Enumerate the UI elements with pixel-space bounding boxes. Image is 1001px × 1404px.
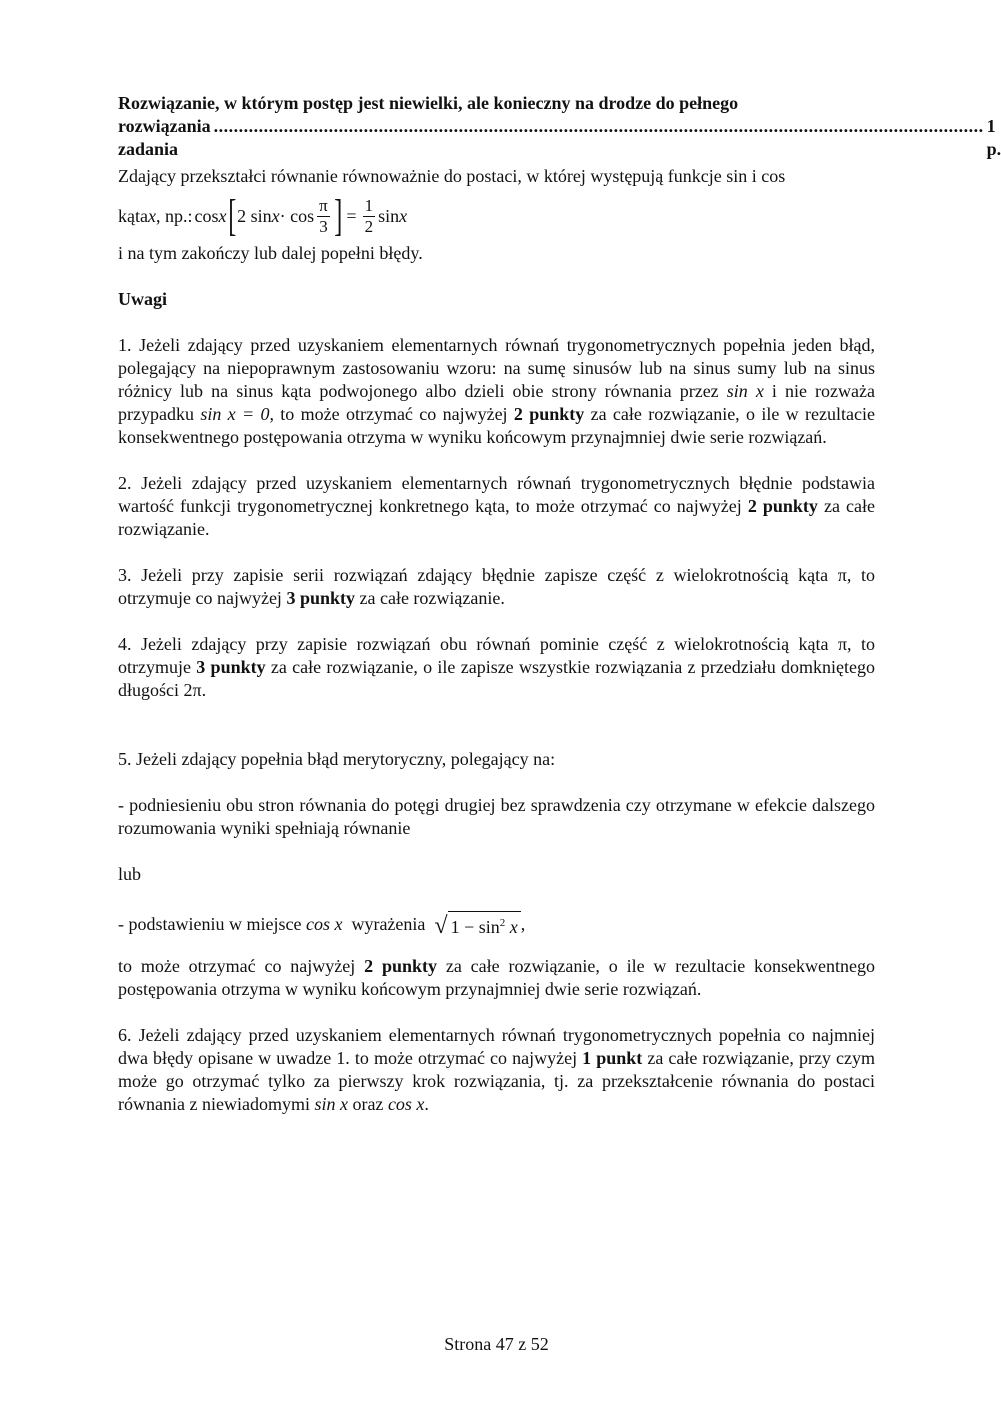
page-number: Strona 47 z 52 [444,1334,549,1354]
description-paragraph: Zdający przekształci równanie równoważnie do postaci, w której występują funkcje sin i cos [118,166,786,186]
heading-line1: Rozwiązanie, w którym postęp jest niewielki, ale konieczny na drodze do pełnego [118,93,739,113]
example-formula-line: kąta x , np.: cos x [ 2 sin x · cos $\frac{\pi}{3}$ ] = $\frac{1}{2}$ sin x [118,191,408,240]
heading-leader-line [118,115,1001,161]
page-footer [0,1334,993,1355]
example-formula: cos x [ 2 sin x · cos $\frac{\pi}{3}$ ] = $\frac{1}{2}$ sin x [194,191,408,240]
fraction-pi-over-3: $\frac{\pi}{3}$ [319,195,328,236]
note-5-or: lub [118,864,142,884]
note-4: 4. Jeżeli zdający przy zapisie rozwiązań obu równań pominie część z wielokrotnością kąta π, to otrzymuje 3 punkty za całe rozwiązanie, o ile zapisze wszystkie rozwiązania z przedziału domkniętego długości 2π. [118,634,875,700]
note-5-intro: 5. Jeżeli zdający popełnia błąd merytoryczny, polegający na: [118,749,556,769]
section-heading [118,92,875,115]
left-bracket: [ [227,191,236,240]
note-5-conclusion: to może otrzymać co najwyżej 2 punkty za całe rozwiązanie, o ile w rezultacie konsekwentnego postępowania otrzyma w wyniku końcowym przynajmniej dwie serie rozwiązań. [118,956,876,999]
notes-title: Uwagi [118,289,167,309]
note-2: 2. Jeżeli zdający przed uzyskaniem elementarnych równań trygonometrycznych błędnie podstawia wartość funkcji trygonometrycznej konkretnego kąta, to może otrzymać co najwyżej 2 punkty za całe rozwiązanie. [118,473,875,539]
heading-points: 1 p. [986,116,1001,159]
note-5-option-a: - podniesieniu obu stron równania do potęgi drugiej bez sprawdzenia czy otrzymane w efekcie dalszego rozumowania wyniki spełniają równanie [118,795,875,838]
heading-line2: rozwiązania zadania [118,116,211,159]
heading-dots: .......................................................................................................................................................... [213,116,984,136]
document-page [118,92,1001,1116]
note-3: 3. Jeżeli przy zapisie serii rozwiązań zdający błędnie zapisze część z wielokrotnością kąta π, to otrzymuje co najwyżej 3 punkty za całe rozwiązanie. [118,565,875,608]
note-6: 6. Jeżeli zdający przed uzyskaniem elementarnych równań trygonometrycznych popełnia co najmniej dwa błędy opisane w uwadze 1. to może otrzymać co najwyżej 1 punkt za całe rozwiązanie, przy czym może go otrzymać tylko za pierwszy krok rozwiązania, tj. za przekształcenie równania do postaci równania z niewiadomymi sin x oraz cos x. [118,1025,875,1114]
note-5-option-b: - podstawieniu w miejsce cos x wyrażenia √ $1 - \sin^2 x$ , [118,912,526,939]
sqrt-expression: √ $1 - \sin^2 x$ [434,911,520,938]
note-1: 1. Jeżeli zdający przed uzyskaniem elementarnych równań trygonometrycznych popełnia jeden błąd, polegający na niepoprawnym zastosowaniu wzoru: na sumę sinusów lub na sinus sumy lub na sinus różnicy lub na sinus kąta podwojonego albo dzieli obie strony równania przez sin x i nie rozważa przypadku sin x = 0, to może otrzymać co najwyżej 2 punkty za całe rozwiązanie, o ile w rezultacie konsekwentnego postępowania otrzyma w wyniku końcowym przynajmniej dwie serie rozwiązań. [118,335,875,447]
description-end: i na tym zakończy lub dalej popełni błędy. [118,243,423,263]
fraction-one-half: $\frac{1}{2}$ [364,195,374,236]
right-bracket: ] [334,191,343,240]
